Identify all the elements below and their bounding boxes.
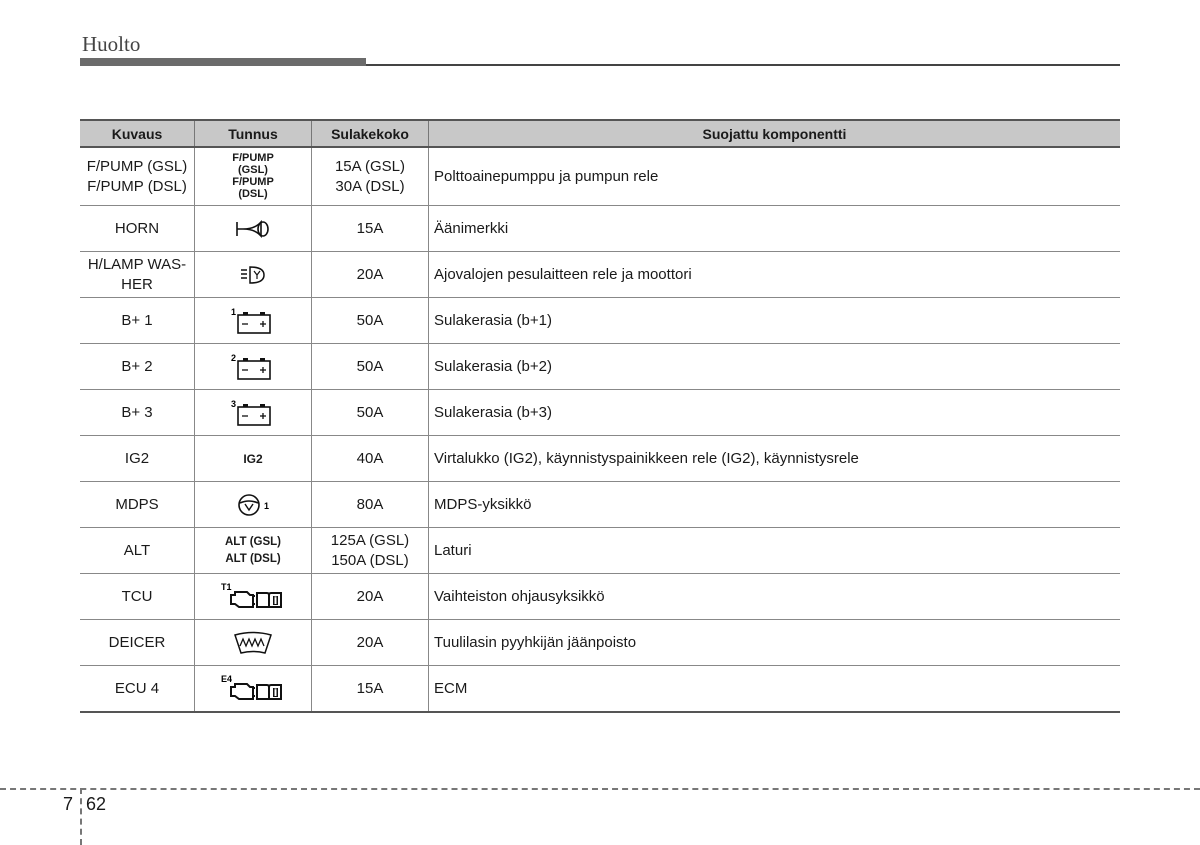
protected-component: Sulakerasia (b+2) [429, 344, 1121, 390]
fuse-rating: 20A [312, 574, 429, 620]
horn-icon [233, 216, 273, 242]
table-row [80, 482, 1120, 528]
fuse-symbol [195, 436, 312, 482]
header-rule [366, 64, 1120, 66]
symbol-label: IG2 [243, 452, 263, 466]
fuse-rating: 50A [312, 390, 429, 436]
page-header-title: Huolto [82, 32, 141, 56]
fuse-symbol [195, 482, 312, 528]
fuse-description: F/PUMP (GSL) F/PUMP (DSL) [80, 147, 195, 206]
headlamp-washer-icon [238, 264, 268, 286]
protected-component: Tuulilasin pyyhkijän jäänpoisto [429, 620, 1121, 666]
column-header-komponentti: Suojattu komponentti [429, 120, 1121, 147]
steering-wheel-icon [232, 491, 274, 519]
table-header-row [80, 120, 1120, 147]
protected-component: Vaihteiston ohjausyksikkö [429, 574, 1121, 620]
fuse-rating: 80A [312, 482, 429, 528]
column-header-kuvaus: Kuvaus [80, 120, 195, 147]
fuse-symbol [195, 206, 312, 252]
fuse-symbol [195, 574, 312, 620]
table-row [80, 298, 1120, 344]
page-number: 62 [86, 794, 107, 814]
engine-info-icon [217, 580, 289, 614]
battery-icon [225, 398, 281, 428]
symbol-index: 1 [264, 500, 270, 511]
table-row [80, 252, 1120, 298]
windshield-deicer-icon [230, 629, 276, 657]
fuse-symbol [195, 620, 312, 666]
table-row [80, 528, 1120, 574]
fuse-symbol [195, 528, 312, 574]
fuse-symbol [195, 390, 312, 436]
fuse-rating: 15A [312, 206, 429, 252]
fuse-description: IG2 [80, 436, 195, 482]
fuse-rating: 15A [312, 666, 429, 713]
symbol-index: 3 [231, 398, 237, 409]
fuse-symbol [195, 298, 312, 344]
header-bar [80, 58, 366, 66]
fuse-description: B+ 3 [80, 390, 195, 436]
symbol-index: 1 [231, 306, 237, 317]
fuse-rating: 15A (GSL) 30A (DSL) [312, 147, 429, 206]
protected-component: Laturi [429, 528, 1121, 574]
fuse-rating: 50A [312, 344, 429, 390]
fuse-rating: 40A [312, 436, 429, 482]
fuse-description: ECU 4 [80, 666, 195, 713]
column-header-tunnus: Tunnus [195, 120, 312, 147]
table-row [80, 436, 1120, 482]
fuse-description: DEICER [80, 620, 195, 666]
table-row [80, 620, 1120, 666]
symbol-index: E4 [221, 673, 233, 684]
table-row [80, 666, 1120, 713]
fuse-description: B+ 1 [80, 298, 195, 344]
fuse-description: ALT [80, 528, 195, 574]
fuse-description: B+ 2 [80, 344, 195, 390]
fuse-rating: 20A [312, 252, 429, 298]
table-row [80, 574, 1120, 620]
protected-component: Ajovalojen pesulaitteen rele ja moottori [429, 252, 1121, 298]
fuse-rating: 20A [312, 620, 429, 666]
table-row [80, 390, 1120, 436]
table-row [80, 147, 1120, 206]
fuse-description: H/LAMP WAS- HER [80, 252, 195, 298]
table-row [80, 344, 1120, 390]
symbol-label: ALT (GSL) ALT (DSL) [225, 535, 281, 565]
protected-component: Sulakerasia (b+3) [429, 390, 1121, 436]
protected-component: Sulakerasia (b+1) [429, 298, 1121, 344]
symbol-index: T1 [221, 581, 232, 592]
chapter-number: 7 [63, 794, 74, 814]
fuse-rating: 125A (GSL) 150A (DSL) [312, 528, 429, 574]
column-header-sulakekoko: Sulakekoko [312, 120, 429, 147]
fuse-symbol [195, 252, 312, 298]
fuse-symbol [195, 344, 312, 390]
protected-component: Virtalukko (IG2), käynnistyspainikkeen rele (IG2), käynnistysrele [429, 436, 1121, 482]
protected-component: ECM [429, 666, 1121, 713]
engine-info-icon [217, 672, 289, 706]
fuse-table [80, 119, 1120, 713]
fuse-symbol [195, 666, 312, 713]
protected-component: Äänimerkki [429, 206, 1121, 252]
protected-component: Polttoainepumppu ja pumpun rele [429, 147, 1121, 206]
symbol-label: F/PUMP (GSL) F/PUMP (DSL) [232, 152, 274, 200]
footer-page-divider [80, 788, 82, 845]
footer-divider [0, 788, 1200, 790]
fuse-description: HORN [80, 206, 195, 252]
battery-icon [225, 352, 281, 382]
fuse-description: TCU [80, 574, 195, 620]
fuse-description: MDPS [80, 482, 195, 528]
protected-component: MDPS-yksikkö [429, 482, 1121, 528]
table-row [80, 206, 1120, 252]
fuse-symbol [195, 147, 312, 206]
symbol-index: 2 [231, 352, 237, 363]
battery-icon [225, 306, 281, 336]
fuse-rating: 50A [312, 298, 429, 344]
